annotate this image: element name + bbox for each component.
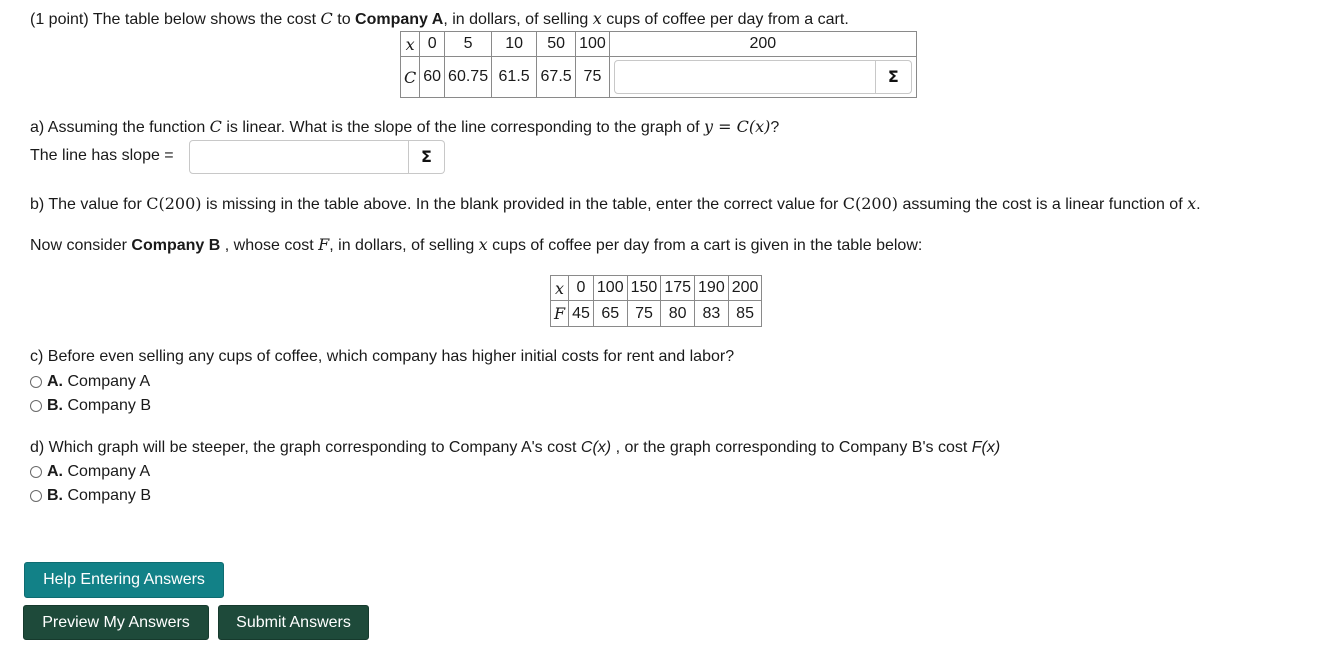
part-c-radio-b[interactable] xyxy=(30,400,42,412)
table-b-f-cell: 83 xyxy=(695,301,729,327)
intro-var-x: x xyxy=(592,9,602,28)
table-b-f-cell: 80 xyxy=(661,301,695,327)
table-row xyxy=(551,301,762,327)
part-b-text-3: assuming the cost is a linear function of xyxy=(902,196,1183,213)
option-label: Company B xyxy=(67,487,152,504)
part-a-var-c: C xyxy=(209,117,222,136)
points-label: (1 point) xyxy=(30,11,89,28)
company-b-intro-1: Now consider xyxy=(30,237,127,254)
part-a-question xyxy=(30,117,779,137)
table-b-x-cell: 0 xyxy=(569,276,594,301)
intro-var-c: C xyxy=(320,9,333,28)
part-d-text-2: , or the graph corresponding to Company B's cost xyxy=(615,439,968,456)
part-a-text-3: ? xyxy=(770,119,780,136)
option-letter: B. xyxy=(47,487,63,504)
part-c-option-b[interactable] xyxy=(30,397,151,415)
table-a-c-cell: 60 xyxy=(420,57,445,98)
table-b-f-label: F xyxy=(551,301,569,327)
slope-answer-input[interactable] xyxy=(189,140,409,174)
table-row xyxy=(401,57,917,98)
part-b-c200: C(200) xyxy=(146,194,202,213)
option-letter: A. xyxy=(47,373,63,390)
table-b-f-cell: 85 xyxy=(728,301,762,327)
company-a-label: Company A xyxy=(355,11,444,28)
option-letter: B. xyxy=(47,397,63,414)
table-b-x-cell: 200 xyxy=(728,276,762,301)
table-b-x-cell: 100 xyxy=(593,276,627,301)
part-d-cx: C(x) xyxy=(580,439,612,456)
option-label: Company A xyxy=(67,373,151,390)
part-d-radio-b[interactable] xyxy=(30,490,42,502)
table-b-x-label: x xyxy=(551,276,569,301)
slope-equation-editor-button[interactable] xyxy=(409,140,445,174)
table-a-x-cell: 100 xyxy=(576,32,610,57)
company-b-var-x: x xyxy=(478,235,488,254)
sigma-icon: Σ xyxy=(887,67,899,86)
option-letter: A. xyxy=(47,463,63,480)
table-a-x-label: x xyxy=(401,32,420,57)
company-b-intro-4: cups of coffee per day from a cart is given in the table below: xyxy=(492,237,923,254)
table-a-x-cell: 0 xyxy=(420,32,445,57)
table-a-x-cell: 200 xyxy=(609,32,916,57)
part-b-text-4: . xyxy=(1196,196,1201,213)
table-a-x-cell: 5 xyxy=(445,32,492,57)
problem-intro xyxy=(30,9,849,29)
slope-answer-group xyxy=(189,140,445,174)
intro-text-3: , in dollars, of selling xyxy=(443,11,589,28)
part-d-option-a[interactable] xyxy=(30,463,150,481)
company-a-table xyxy=(400,31,917,98)
preview-answers-button[interactable]: Preview My Answers xyxy=(23,605,209,640)
part-b-var-x: x xyxy=(1187,194,1197,213)
company-b-intro xyxy=(30,235,922,255)
table-a-c-label: C xyxy=(401,57,420,98)
option-label: Company B xyxy=(67,397,152,414)
c200-equation-editor-button[interactable] xyxy=(876,60,912,94)
table-b-x-cell: 190 xyxy=(695,276,729,301)
c200-answer-input[interactable] xyxy=(614,60,876,94)
part-a-equation: y = C(x) xyxy=(704,117,771,136)
part-b-c200-second: C(200) xyxy=(842,194,899,213)
table-b-f-cell: 45 xyxy=(569,301,594,327)
table-a-c200-cell xyxy=(609,57,916,98)
company-b-intro-3: , in dollars, of selling xyxy=(329,237,475,254)
intro-text-1: The table below shows the cost xyxy=(92,11,317,28)
part-d-fx: F(x) xyxy=(971,439,1001,456)
part-d-option-b[interactable] xyxy=(30,487,151,505)
part-b-text xyxy=(30,194,1201,214)
help-entering-answers-button[interactable]: Help Entering Answers xyxy=(24,562,224,598)
table-b-f-cell: 75 xyxy=(627,301,661,327)
intro-text-2: to xyxy=(337,11,351,28)
part-c-question: c) Before even selling any cups of coffee, which company has higher initial costs for rent and labor? xyxy=(30,348,735,365)
company-b-intro-2: , whose cost xyxy=(224,237,314,254)
slope-label: The line has slope = xyxy=(30,147,174,164)
company-b-label: Company B xyxy=(131,237,221,254)
option-label: Company A xyxy=(67,463,151,480)
table-row xyxy=(551,276,762,301)
table-a-x-cell: 10 xyxy=(492,32,537,57)
sigma-icon: Σ xyxy=(421,147,432,166)
part-c-option-a[interactable] xyxy=(30,373,150,391)
table-a-c-cell: 60.75 xyxy=(445,57,492,98)
part-d-radio-a[interactable] xyxy=(30,466,42,478)
part-d-text-1: d) Which graph will be steeper, the graph corresponding to Company A's cost xyxy=(30,439,577,456)
part-b-text-2: is missing in the table above. In the blank provided in the table, enter the correct value for xyxy=(205,196,839,213)
table-a-x-cell: 50 xyxy=(537,32,576,57)
table-a-c-cell: 67.5 xyxy=(537,57,576,98)
submit-answers-button[interactable]: Submit Answers xyxy=(218,605,369,640)
intro-text-4: cups of coffee per day from a cart. xyxy=(606,11,849,28)
table-b-x-cell: 150 xyxy=(627,276,661,301)
company-b-var-f: F xyxy=(318,235,330,254)
table-b-x-cell: 175 xyxy=(661,276,695,301)
table-a-c-cell: 61.5 xyxy=(492,57,537,98)
part-b-text-1: b) The value for xyxy=(30,196,142,213)
part-d-question xyxy=(30,439,1000,457)
table-b-f-cell: 65 xyxy=(593,301,627,327)
company-b-table xyxy=(550,275,762,327)
table-a-c-cell: 75 xyxy=(576,57,610,98)
part-c-radio-a[interactable] xyxy=(30,376,42,388)
table-row xyxy=(401,32,917,57)
part-a-text-1: a) Assuming the function xyxy=(30,119,206,136)
part-a-text-2: is linear. What is the slope of the line corresponding to the graph of xyxy=(226,119,700,136)
